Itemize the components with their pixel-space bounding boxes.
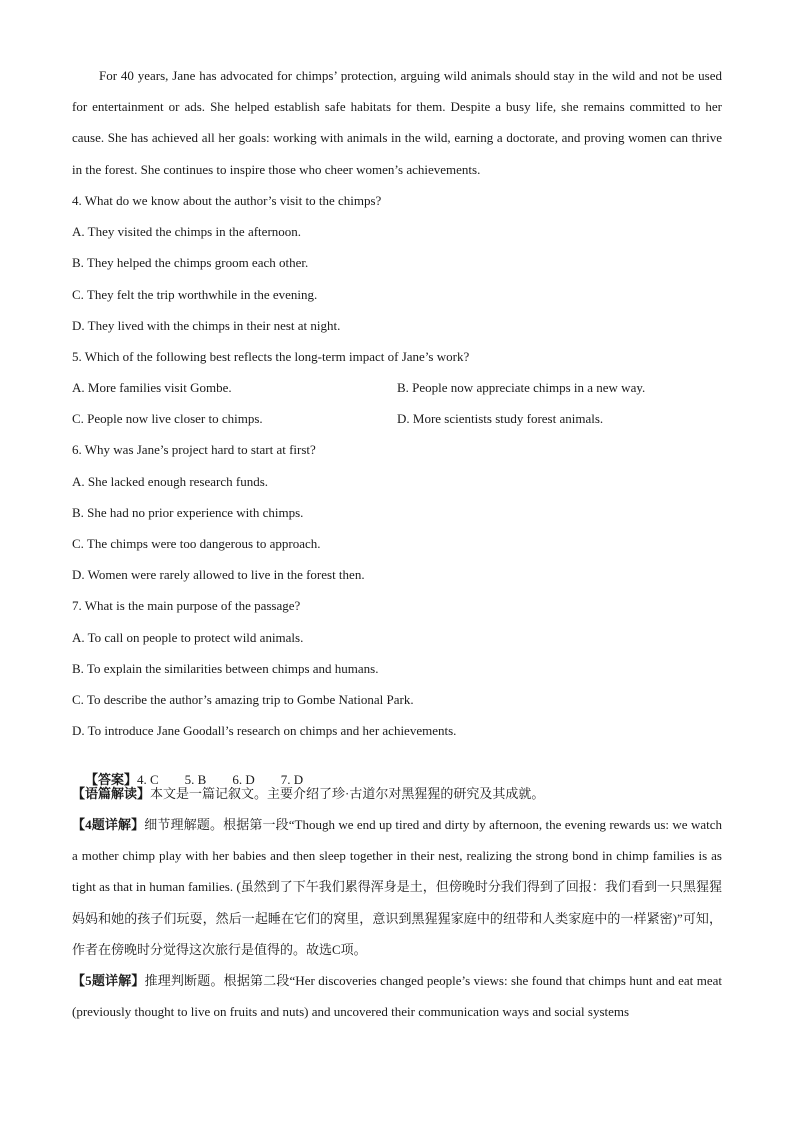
analysis-label: 【语篇解读】 (72, 786, 151, 801)
question-5-stem: 5. Which of the following best reflects the long-term impact of Jane’s work? (72, 349, 470, 364)
question-7-option-c: C. To describe the author’s amazing trip to Gombe National Park. (72, 692, 414, 707)
question-7-option-b: B. To explain the similarities between chimps and humans. (72, 661, 379, 676)
q4-detail-paragraph (72, 809, 722, 965)
question-7-option-d: D. To introduce Jane Goodall’s research on chimps and her achievements. (72, 723, 457, 738)
question-6-option-c: C. The chimps were too dangerous to approach. (72, 536, 321, 551)
question-5-option-b: B. People now appreciate chimps in a new way. (397, 380, 646, 395)
answer-label: 【答案】 (85, 772, 138, 787)
answer-values: 4. C 5. B 6. D 7. D (137, 772, 304, 787)
question-5-option-a: A. More families visit Gombe. (72, 380, 232, 395)
q5-detail-paragraph (72, 965, 722, 1027)
question-4-option-c: C. They felt the trip worthwhile in the evening. (72, 287, 318, 302)
analysis-text: 本文是一篇记叙文。主要介绍了珍·古道尔对黑猩猩的研究及其成就。 (150, 786, 545, 801)
question-5-option-d: D. More scientists study forest animals. (397, 411, 604, 426)
q4-detail-text: 细节理解题。根据第一段“Though we end up tired and dirty by afternoon, the evening rewards us: we watch a mother chimp play with her babies and then sleep together in their nest, realizing the strong bond in chimp families is as tight as that in human families. (虽然到了下午我们累得浑身是土，但傍晚时分我们得到了回报：我们看到一只黑猩猩妈妈和她的孩子们玩耍，然后一起睡在它们的窝里，意识到黑猩猩家庭中的纽带和人类家庭中的一样紧密)”可知，作者在傍晚时分觉得这次旅行是值得的。故选C项。 (72, 817, 722, 957)
question-6-option-a: A. She lacked enough research funds. (72, 474, 269, 489)
question-6-option-d: D. Women were rarely allowed to live in the forest then. (72, 567, 365, 582)
question-7-stem: 7. What is the main purpose of the passage? (72, 598, 301, 613)
passage-paragraph: For 40 years, Jane has advocated for chimps’ protection, arguing wild animals should stay in the wild and not be used for entertainment or ads. She helped establish safe habitats for them. Despite a busy life, she remains committed to her cause. She has achieved all her goals: working with animals in the wild, earning a doctorate, and proving women can thrive in the forest. She continues to inspire those who cheer women’s achievements. (72, 68, 722, 177)
analysis-line (72, 785, 544, 803)
question-4-option-a: A. They visited the chimps in the afternoon. (72, 224, 302, 239)
q4-detail-label: 【4题详解】 (72, 817, 145, 832)
question-5-option-c: C. People now live closer to chimps. (72, 411, 263, 426)
question-6-stem: 6. Why was Jane’s project hard to start at first? (72, 442, 316, 457)
question-4-stem: 4. What do we know about the author’s visit to the chimps? (72, 193, 382, 208)
q5-detail-text: 推理判断题。根据第二段“Her discoveries changed people’s views: she found that chimps hunt and eat meat (previously thought to live on fruits and nuts) and uncovered their communication ways and social systems (72, 973, 722, 1020)
question-4-option-b: B. They helped the chimps groom each other. (72, 255, 309, 270)
question-4-option-d: D. They lived with the chimps in their nest at night. (72, 318, 341, 333)
q5-detail-label: 【5题详解】 (72, 973, 145, 988)
question-7-option-a: A. To call on people to protect wild animals. (72, 630, 304, 645)
question-6-option-b: B. She had no prior experience with chimps. (72, 505, 304, 520)
